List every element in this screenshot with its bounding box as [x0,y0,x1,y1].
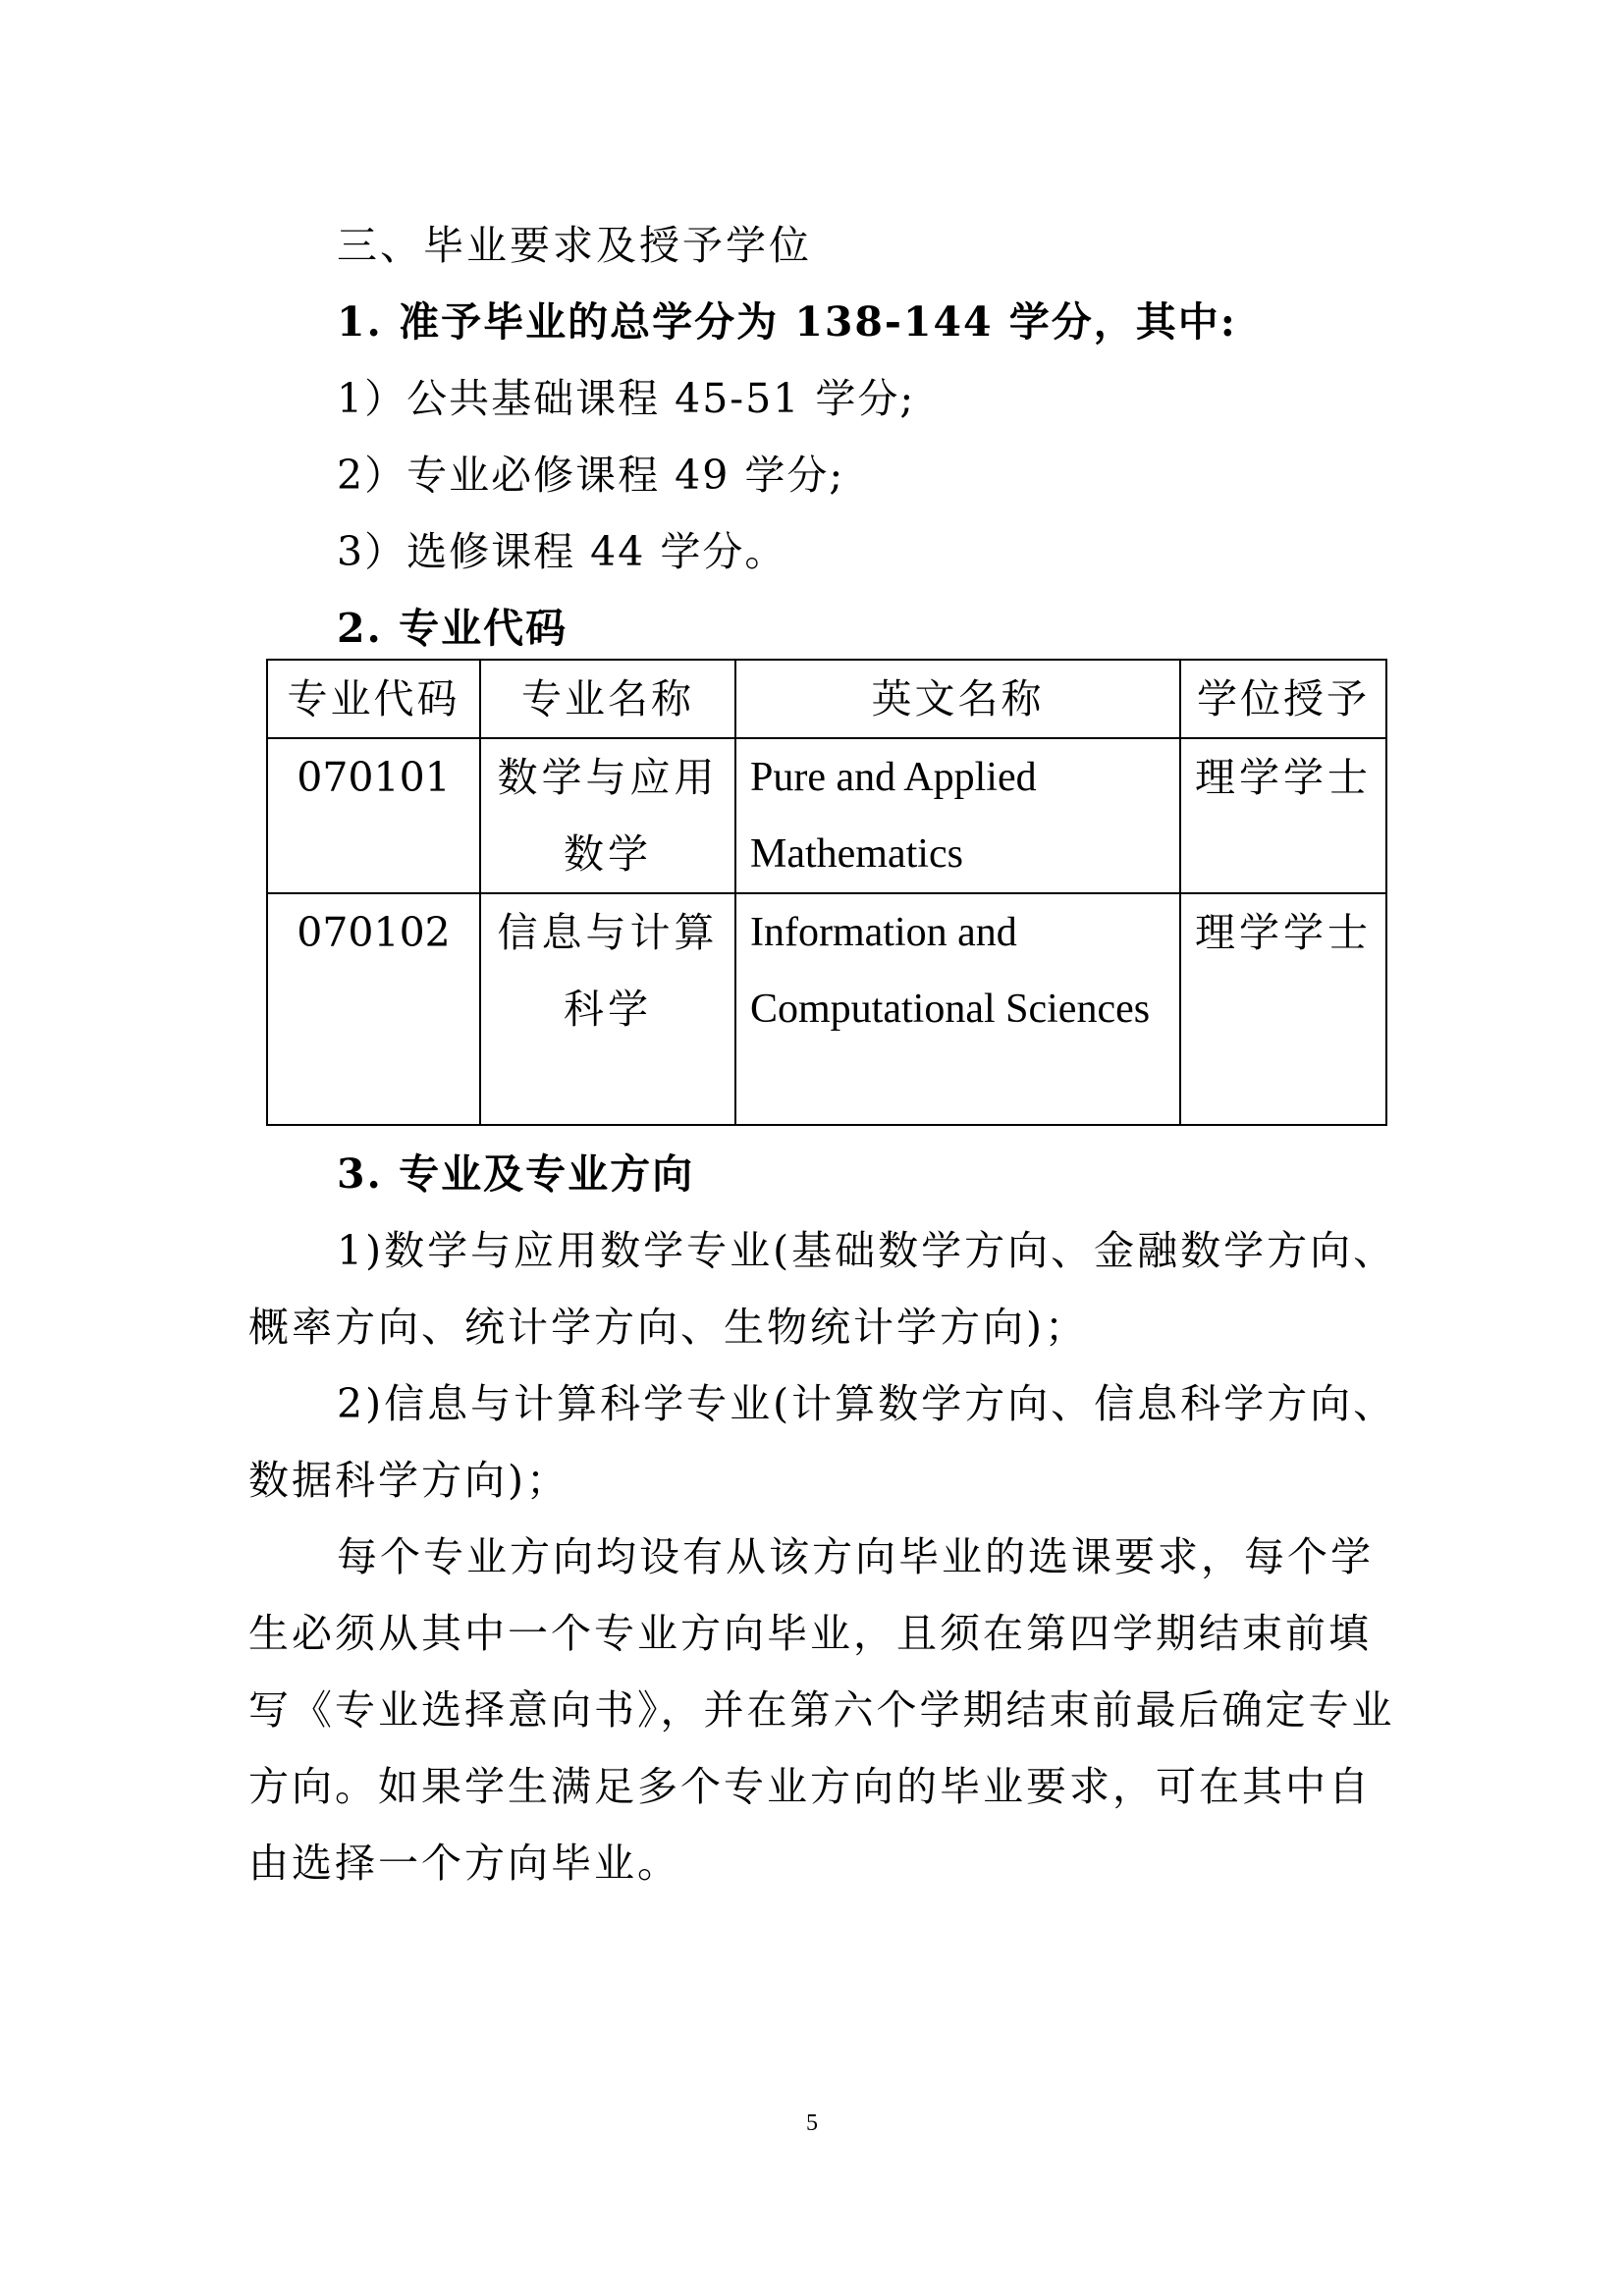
degree-cell: 理学学士 [1180,893,1386,1125]
requirement-para-line-3: 写《专业选择意向书》，并在第六个学期结束前最后确定专业 [248,1686,1395,1734]
credit-line-1: 1）公共基础课程 45-51 学分; [337,375,916,422]
item1-heading: 1. 准予毕业的总学分为 138-144 学分，其中: [337,298,1237,346]
requirement-para-line-1: 每个专业方向均设有从该方向毕业的选课要求，每个学 [337,1533,1374,1580]
header-degree: 学位授予 [1180,660,1386,738]
major-name-cell: 信息与计算科学 [480,893,735,1125]
item3-heading: 3. 专业及专业方向 [337,1150,695,1198]
requirement-para-line-2: 生必须从其中一个专业方向毕业，且须在第四学期结束前填 [248,1610,1372,1657]
requirement-para-line-4: 方向。如果学生满足多个专业方向的毕业要求，可在其中自 [248,1763,1372,1810]
header-code: 专业代码 [267,660,480,738]
page-number: 5 [806,2110,818,2136]
header-name: 专业名称 [480,660,735,738]
major-code-table [266,659,1387,1126]
table-row [267,893,1386,1125]
section-heading: 三、毕业要求及授予学位 [337,222,812,269]
major-english-cell: Information and Computational Sciences [735,893,1180,1125]
direction-para-1-line-2: 概率方向、统计学方向、生物统计学方向)； [248,1304,1088,1351]
major-code-cell: 070102 [267,893,480,1125]
major-english-cell: Pure and Applied Mathematics [735,738,1180,893]
major-code-cell: 070101 [267,738,480,893]
requirement-para-line-5: 由选择一个方向毕业。 [248,1840,680,1887]
header-english: 英文名称 [735,660,1180,738]
major-name-cell: 数学与应用数学 [480,738,735,893]
direction-para-1-line-1: 1)数学与应用数学专业(基础数学方向、金融数学方向、 [337,1227,1397,1274]
table-header-row [267,660,1386,738]
table-row [267,738,1386,893]
credit-line-2: 2）专业必修课程 49 学分; [337,452,845,499]
credit-line-3: 3）选修课程 44 学分。 [337,528,787,575]
direction-para-2-line-1: 2)信息与计算科学专业(计算数学方向、信息科学方向、 [337,1380,1397,1427]
degree-cell: 理学学士 [1180,738,1386,893]
item2-heading: 2. 专业代码 [337,605,568,652]
direction-para-2-line-2: 数据科学方向)； [248,1457,569,1504]
